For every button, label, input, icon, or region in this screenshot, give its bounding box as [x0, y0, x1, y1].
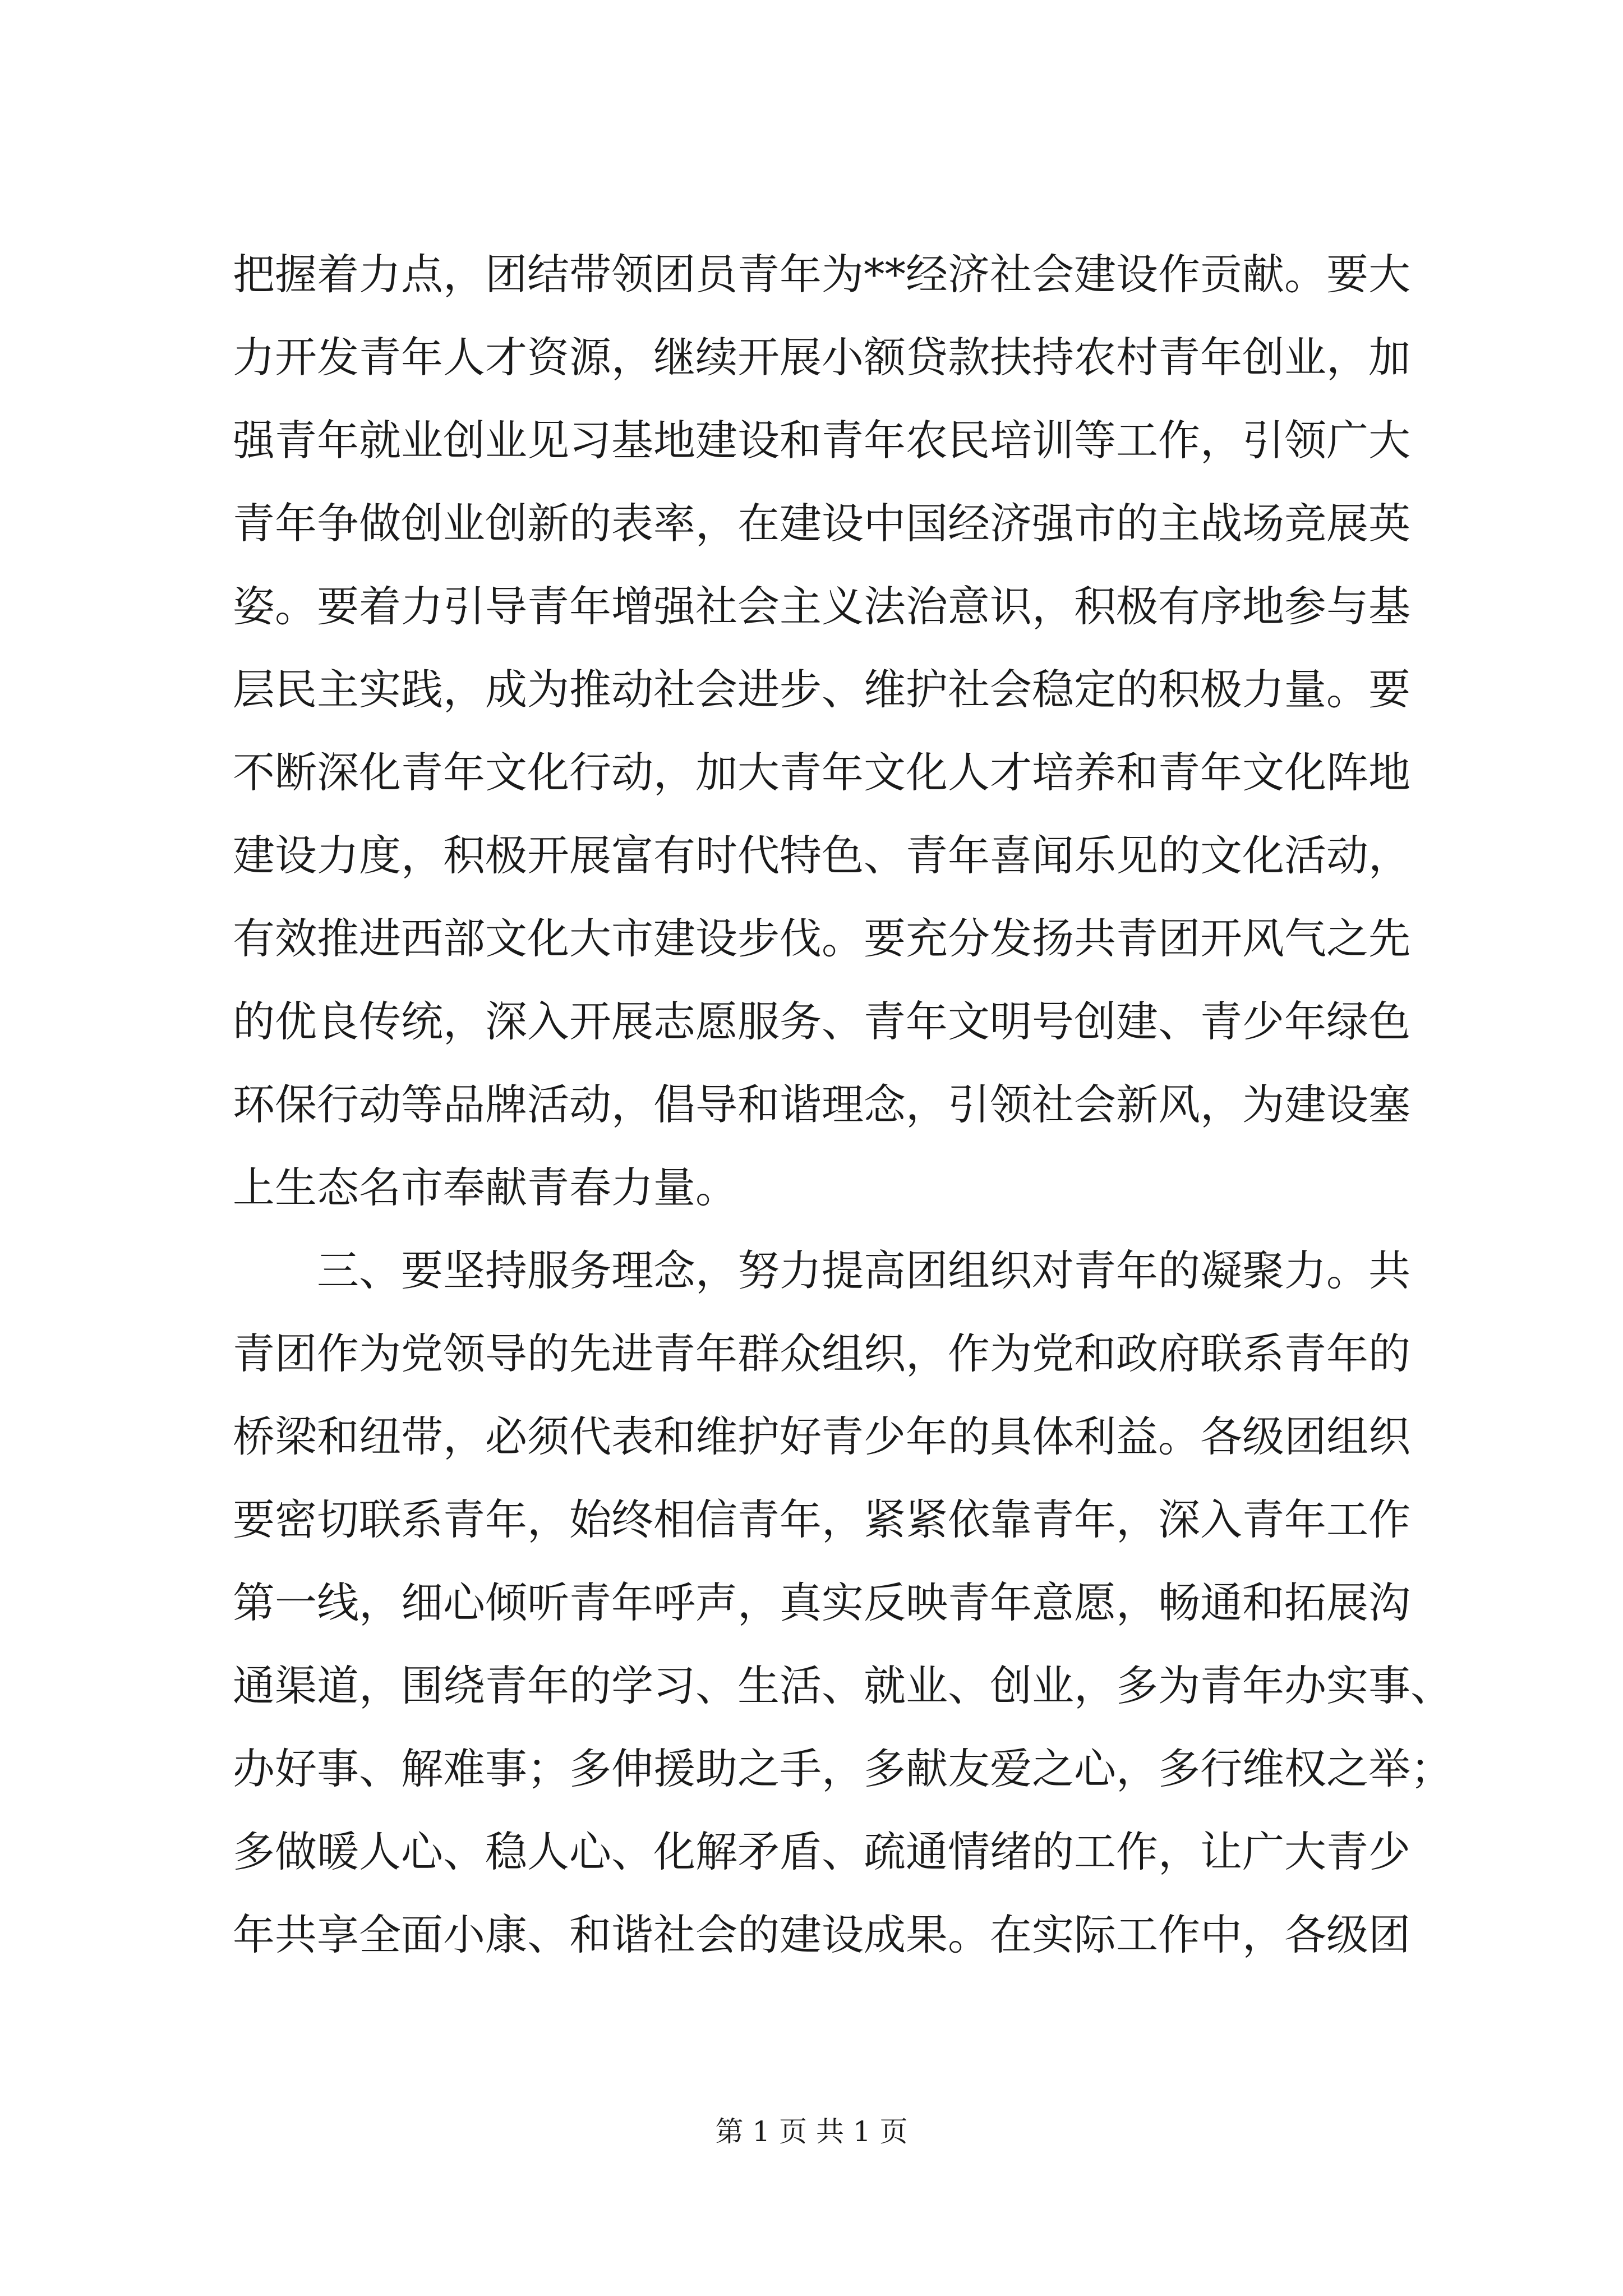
text-line: 办好事、解难事；多伸援助之手，多献友爱之心，多行维权之举；: [233, 1744, 1453, 1793]
text-line: 环保行动等品牌活动，倡导和谐理念，引领社会新风，为建设塞: [233, 1080, 1411, 1129]
page-footer: 第 1 页 共 1 页: [715, 2115, 908, 2148]
text-line: 第一线，细心倾听青年呼声，真实反映青年意愿，畅通和拓展沟: [233, 1578, 1411, 1627]
text-line: 强青年就业创业见习基地建设和青年农民培训等工作，引领广大: [233, 416, 1411, 465]
text-line: 青年争做创业创新的表率，在建设中国经济强市的主战场竞展英: [233, 499, 1411, 548]
body-text: [233, 233, 1453, 1976]
text-line: 把握着力点，团结带领团员青年为**经济社会建设作贡献。要大: [233, 250, 1411, 299]
text-line: 青团作为党领导的先进青年群众组织，作为党和政府联系青年的: [233, 1329, 1411, 1378]
text-line: 的优良传统，深入开展志愿服务、青年文明号创建、青少年绿色: [233, 997, 1411, 1046]
text-line: 层民主实践，成为推动社会进步、维护社会稳定的积极力量。要: [233, 665, 1411, 714]
text-line: 建设力度，积极开展富有时代特色、青年喜闻乐见的文化活动，: [233, 831, 1411, 880]
text-line: 力开发青年人才资源，继续开展小额贷款扶持农村青年创业，加: [233, 333, 1411, 382]
text-line: 桥梁和纽带，必须代表和维护好青少年的具体利益。各级团组织: [233, 1412, 1411, 1461]
text-line: 不断深化青年文化行动，加大青年文化人才培养和青年文化阵地: [233, 748, 1411, 797]
text-line: 通渠道，围绕青年的学习、生活、就业、创业，多为青年办实事、: [233, 1661, 1453, 1710]
text-line: 多做暖人心、稳人心、化解矛盾、疏通情绪的工作，让广大青少: [233, 1827, 1411, 1876]
text-line: 有效推进西部文化大市建设步伐。要充分发扬共青团开风气之先: [233, 914, 1411, 963]
text-line: 姿。要着力引导青年增强社会主义法治意识，积极有序地参与基: [233, 582, 1411, 631]
text-line: 上生态名市奉献青春力量。: [233, 1163, 738, 1212]
text-line: 年共享全面小康、和谐社会的建设成果。在实际工作中，各级团: [233, 1910, 1411, 1959]
text-line: 三、要坚持服务理念，努力提高团组织对青年的凝聚力。共: [233, 1246, 1411, 1295]
text-line: 要密切联系青年，始终相信青年，紧紧依靠青年，深入青年工作: [233, 1495, 1411, 1544]
